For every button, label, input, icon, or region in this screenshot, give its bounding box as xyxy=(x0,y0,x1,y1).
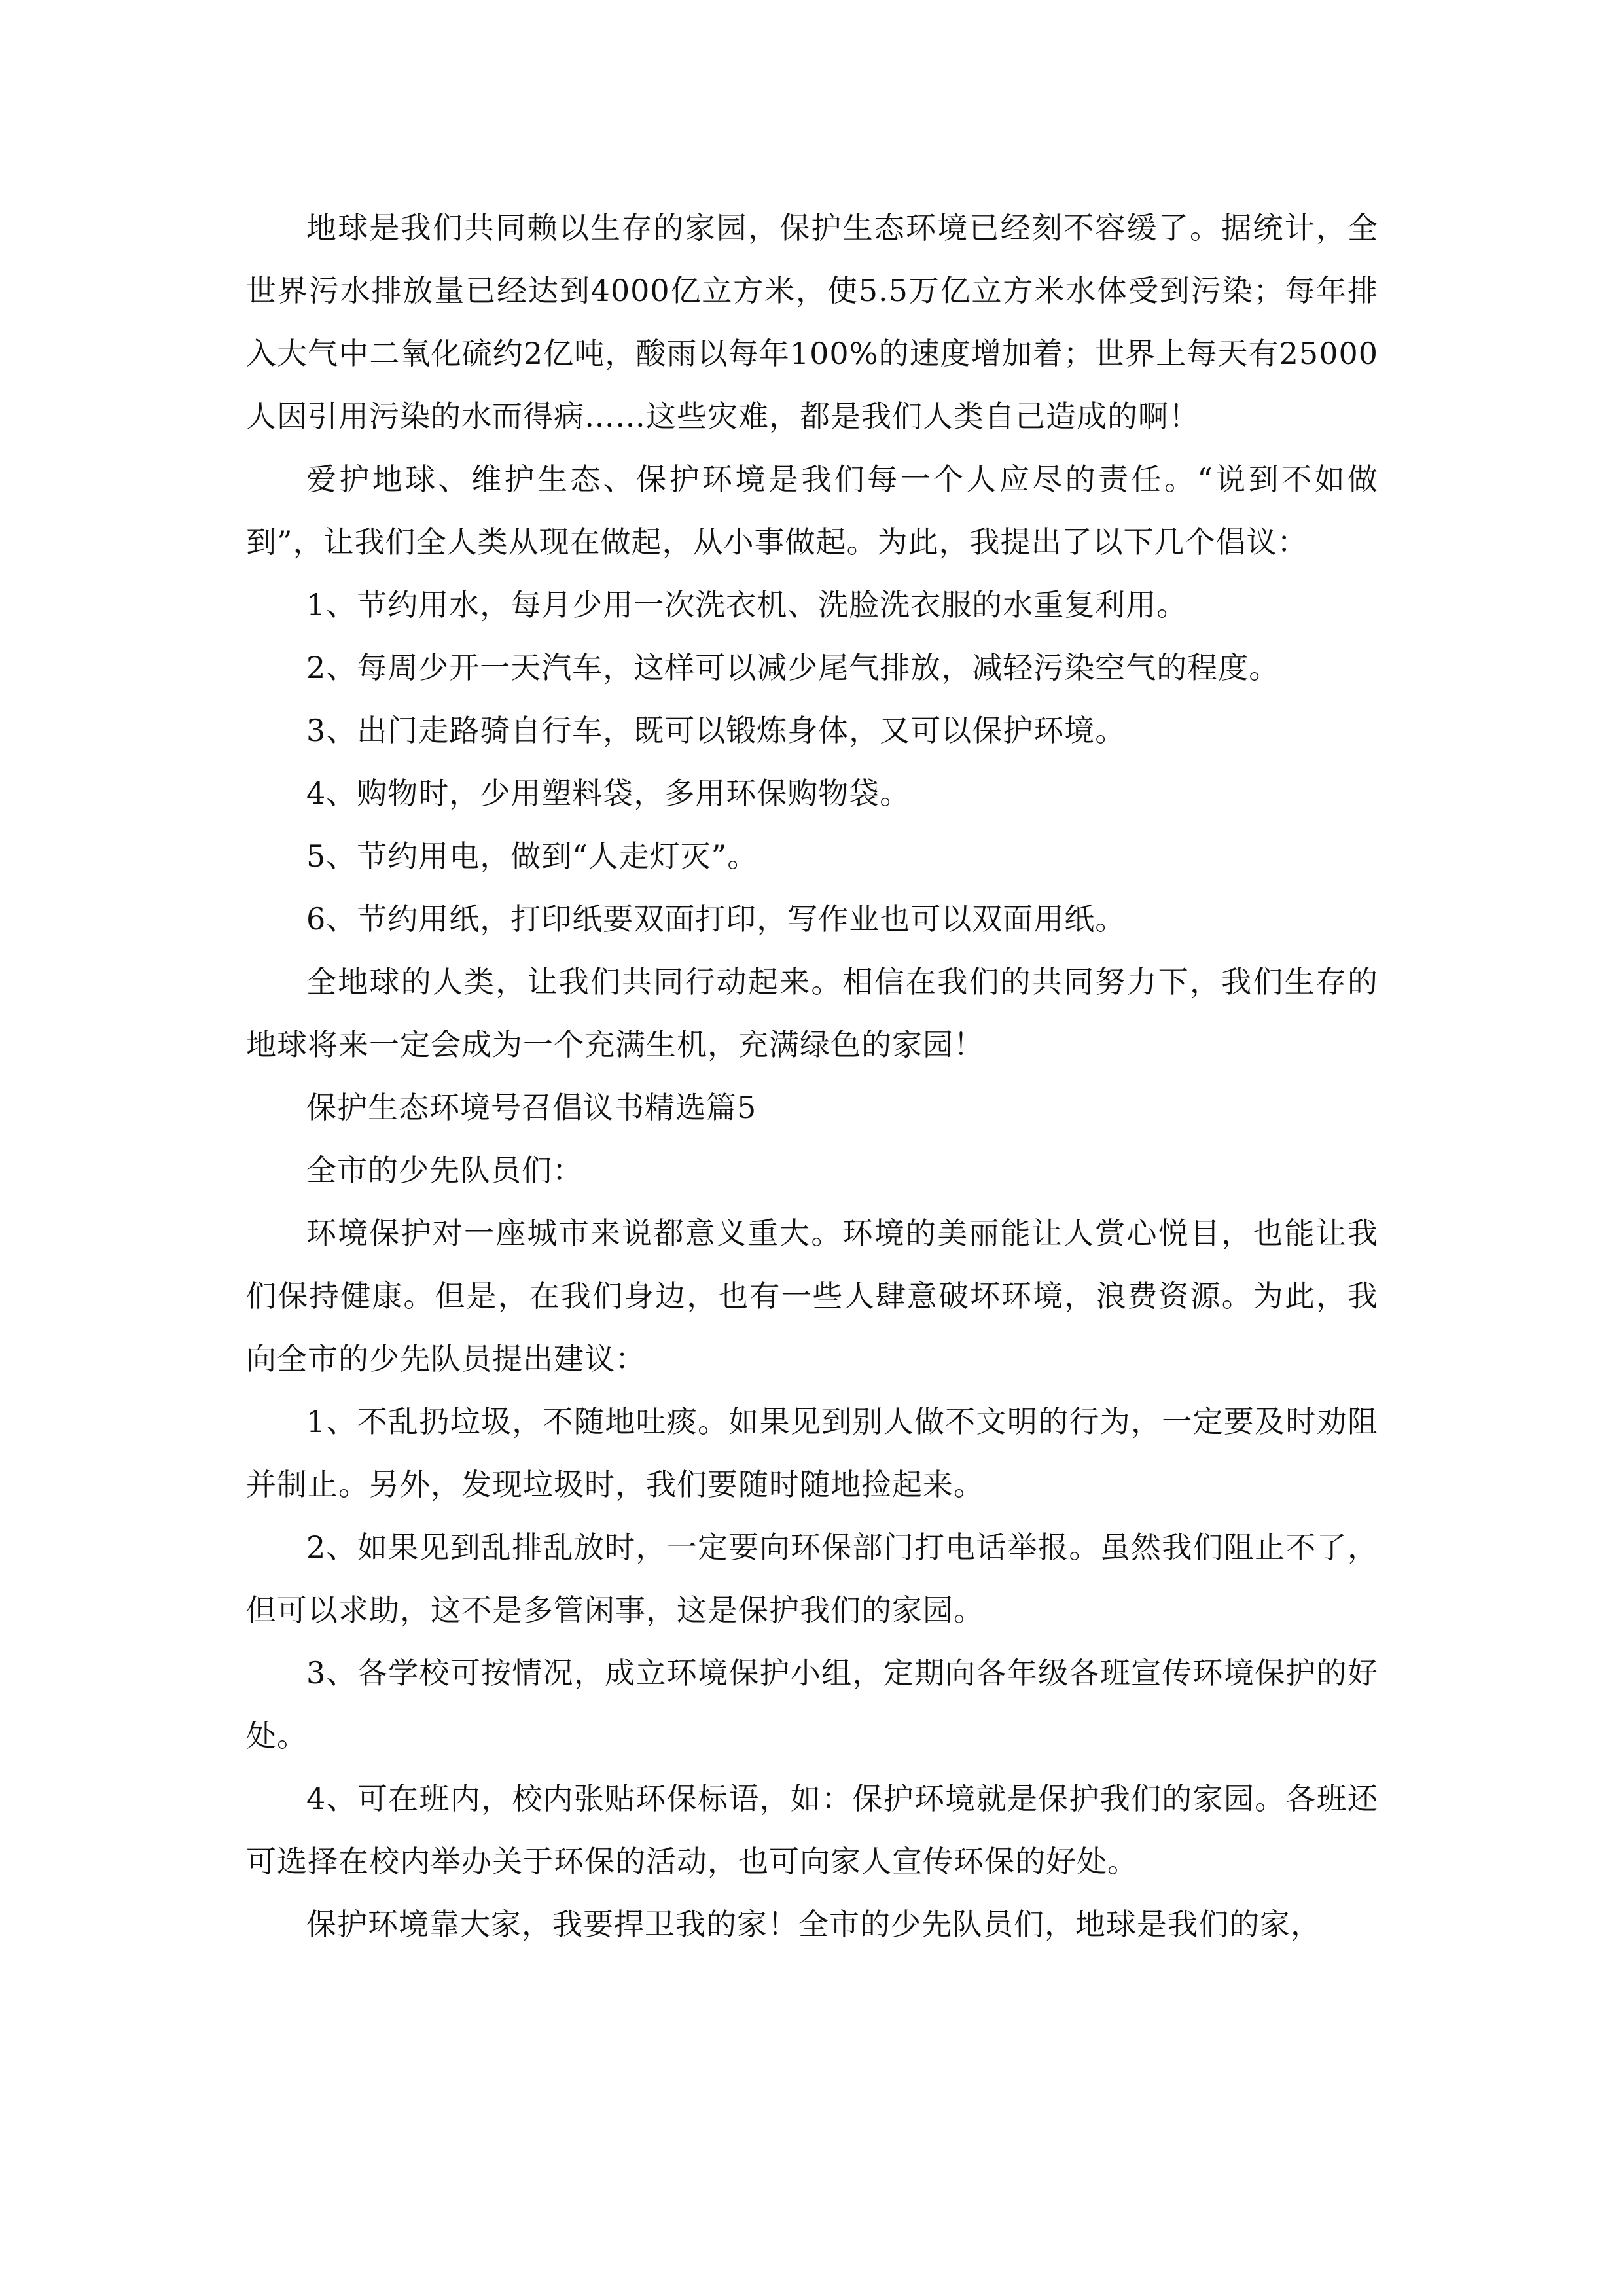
proposal-item-2: 2、每周少开一天汽车，这样可以减少尾气排放，减轻污染空气的程度。 xyxy=(306,650,1280,685)
document-body xyxy=(246,196,1378,1956)
suggestion-item-3: 3、各学校可按情况，成立环境保护小组，定期向各年级各班宣传环境保护的好处。 xyxy=(246,1655,1378,1753)
suggestion-item-2: 2、如果见到乱排乱放时，一定要向环保部门打电话举报。虽然我们阻止不了，但可以求助，这不是多管闲事，这是保护我们的家园。 xyxy=(246,1530,1378,1628)
paragraph-intro: 地球是我们共同赖以生存的家园，保护生态环境已经刻不容缓了。据统计，全世界污水排放量已经达到4000亿立方米，使5.5万亿立方米水体受到污染；每年排入大气中二氧化硫约2亿吨，酸雨以每年100%的速度增加着；世界上每天有25000人因引用污染的水而得病……这些灾难，都是我们人类自己造成的啊！ xyxy=(246,210,1378,434)
proposal-item-6: 6、节约用纸，打印纸要双面打印，写作业也可以双面用纸。 xyxy=(306,901,1126,937)
proposal-item-4: 4、购物时，少用塑料袋，多用环保购物袋。 xyxy=(306,776,911,811)
proposal-item-5: 5、节约用电，做到“人走灯灭”。 xyxy=(306,838,758,874)
paragraph-city-environment: 环境保护对一座城市来说都意义重大。环境的美丽能让人赏心悦目，也能让我们保持健康。但是，在我们身边，也有一些人肆意破坏环境，浪费资源。为此，我向全市的少先队员提出建议： xyxy=(246,1215,1378,1376)
paragraph-closing: 全地球的人类，让我们共同行动起来。相信在我们的共同努力下，我们生存的地球将来一定会成为一个充满生机，充满绿色的家园！ xyxy=(246,964,1378,1062)
suggestion-item-4: 4、可在班内，校内张贴环保标语，如：保护环境就是保护我们的家园。各班还可选择在校内举办关于环保的活动，也可向家人宣传环保的好处。 xyxy=(246,1781,1378,1879)
salutation: 全市的少先队员们： xyxy=(306,1153,583,1188)
section-heading: 保护生态环境号召倡议书精选篇5 xyxy=(306,1090,757,1125)
suggestion-item-1: 1、不乱扔垃圾，不随地吐痰。如果见到别人做不文明的行为，一定要及时劝阻并制止。另外，发现垃圾时，我们要随时随地捡起来。 xyxy=(246,1404,1378,1502)
proposal-item-3: 3、出门走路骑自行车，既可以锻炼身体，又可以保护环境。 xyxy=(306,713,1126,748)
proposal-item-1: 1、节约用水，每月少用一次洗衣机、洗脸洗衣服的水重复利用。 xyxy=(306,587,1188,622)
paragraph-final: 保护环境靠大家，我要捍卫我的家！全市的少先队员们，地球是我们的家， xyxy=(306,1907,1321,1942)
paragraph-responsibility: 爱护地球、维护生态、保护环境是我们每一个人应尽的责任。“说到不如做到”，让我们全人类从现在做起，从小事做起。为此，我提出了以下几个倡议： xyxy=(246,461,1378,560)
